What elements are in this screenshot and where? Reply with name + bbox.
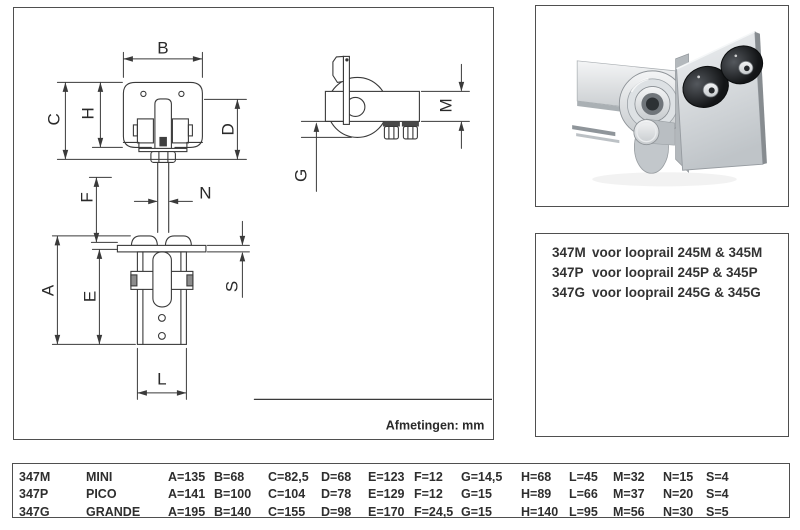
- cell-dim: M=56: [613, 504, 645, 519]
- product-code: 347P: [552, 265, 584, 280]
- cell-dim: E=170: [368, 504, 405, 519]
- compat-description: voor looprail 245G & 345G: [592, 285, 761, 300]
- dim-label-F: F: [77, 192, 97, 203]
- drawing-panel: [13, 7, 494, 440]
- cell-dim: D=78: [321, 487, 352, 502]
- dim-label-G: G: [291, 168, 311, 183]
- product-code: 347M: [552, 245, 586, 260]
- cell-dim: M=37: [613, 487, 645, 502]
- cell-dim: C=82,5: [268, 469, 309, 484]
- dim-label-H: H: [78, 107, 98, 120]
- cell-dim: S=5: [706, 504, 729, 519]
- cell-dim: H=140: [521, 504, 559, 519]
- cell-dim: H=68: [521, 469, 552, 484]
- dim-label-N: N: [199, 183, 212, 203]
- dim-label-S: S: [222, 280, 242, 293]
- cell-name: MINI: [86, 469, 113, 484]
- cell-dim: E=129: [368, 487, 405, 502]
- compat-row: [552, 283, 788, 303]
- cell-dim: B=68: [214, 469, 245, 484]
- cell-name: PICO: [86, 487, 117, 502]
- cell-dim: N=20: [663, 487, 694, 502]
- cell-name: GRANDE: [86, 504, 141, 519]
- cell-dim: E=123: [368, 469, 405, 484]
- product-photo-panel: [535, 5, 789, 207]
- cell-dim: D=98: [321, 504, 352, 519]
- axle-pin: [634, 119, 675, 145]
- cell-dim: L=66: [569, 487, 598, 502]
- dim-label-C: C: [44, 113, 64, 126]
- bottom-view: [117, 236, 205, 345]
- technical-drawing: [14, 8, 492, 437]
- dim-label-B: B: [157, 38, 169, 58]
- cell-dim: N=30: [663, 504, 694, 519]
- compat-row: [552, 243, 788, 263]
- cell-dim: M=32: [613, 469, 645, 484]
- cell-code: 347P: [19, 487, 49, 502]
- cell-dim: D=68: [321, 469, 352, 484]
- cell-dim: N=15: [663, 469, 694, 484]
- cell-dim: F=12: [414, 487, 443, 502]
- cell-dim: F=12: [414, 469, 443, 484]
- cell-code: 347M: [19, 469, 51, 484]
- cell-dim: G=15: [461, 504, 492, 519]
- dim-label-D: D: [218, 123, 238, 136]
- side-view: [325, 56, 419, 138]
- dim-label-A: A: [38, 284, 58, 297]
- cell-dim: A=195: [168, 504, 206, 519]
- cell-dim: A=135: [168, 469, 206, 484]
- photo-shadow: [592, 172, 737, 186]
- cell-dim: C=104: [268, 487, 306, 502]
- cell-dim: A=141: [168, 487, 206, 502]
- compat-row: [552, 263, 788, 283]
- cell-code: 347G: [19, 504, 50, 519]
- cell-dim: L=45: [569, 469, 598, 484]
- cell-dim: S=4: [706, 487, 729, 502]
- cell-dim: G=15: [461, 487, 492, 502]
- product-photo: [536, 6, 786, 204]
- cell-dim: S=4: [706, 469, 729, 484]
- units-note: Afmetingen: mm: [385, 418, 485, 433]
- size-table-grid: [19, 468, 789, 521]
- dim-label-M: M: [436, 98, 456, 113]
- cell-dim: F=24,5: [414, 504, 454, 519]
- cell-dim: C=155: [268, 504, 306, 519]
- size-table: [12, 463, 790, 518]
- front-view: [123, 82, 202, 232]
- compat-description: voor looprail 245M & 345M: [592, 245, 763, 260]
- product-code: 347G: [552, 285, 586, 300]
- compatibility-panel: [535, 233, 789, 437]
- cell-dim: L=95: [569, 504, 598, 519]
- cell-dim: G=14,5: [461, 469, 503, 484]
- compat-description: voor looprail 245P & 345P: [592, 265, 758, 280]
- cell-dim: B=100: [214, 487, 252, 502]
- dim-label-E: E: [80, 290, 100, 303]
- cell-dim: B=140: [214, 504, 252, 519]
- cell-dim: H=89: [521, 487, 552, 502]
- dim-label-L: L: [157, 369, 167, 389]
